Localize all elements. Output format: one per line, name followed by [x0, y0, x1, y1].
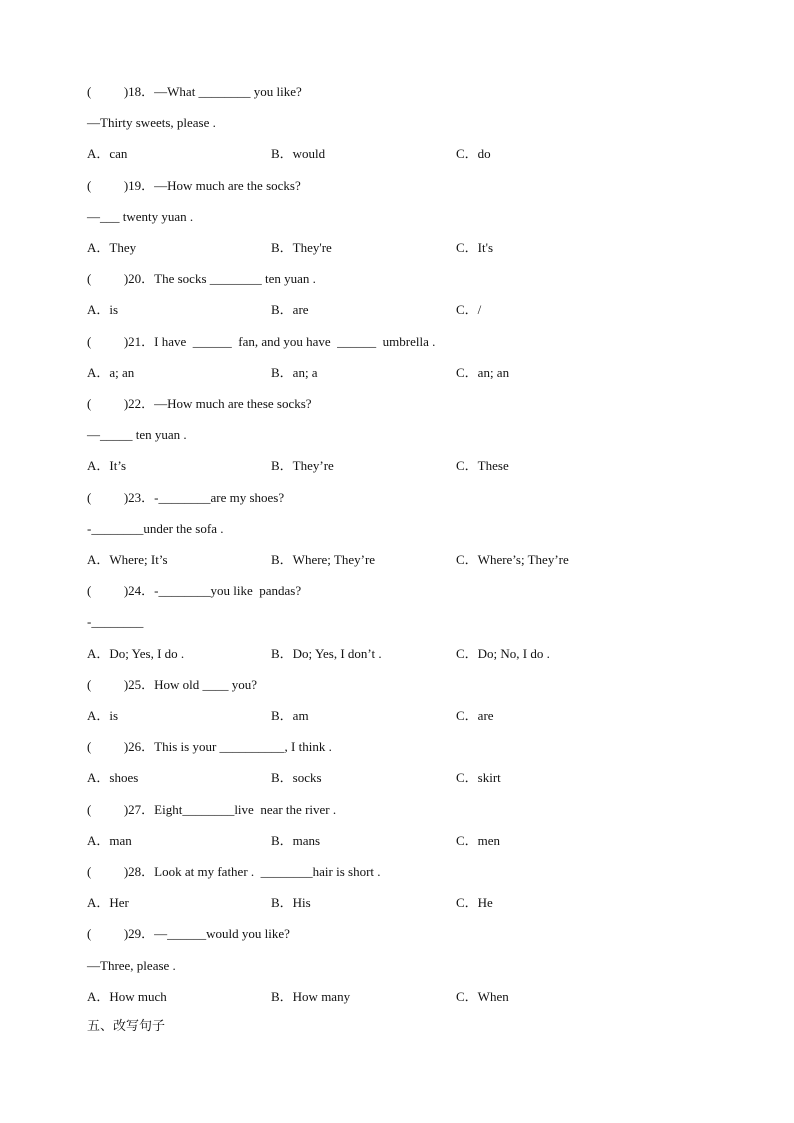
option-a: A．Do; Yes, I do . [87, 645, 185, 661]
option-c: C．He [456, 895, 493, 911]
question-stem: ( )19．—How much are the socks? [87, 177, 301, 193]
option-c: C．/ [456, 302, 482, 318]
options-row [0, 363, 794, 383]
options-row [0, 706, 794, 726]
section-heading: 五、改写句子 [87, 1019, 166, 1034]
option-a: A．can [87, 146, 128, 162]
option-a: A．It’s [87, 458, 127, 474]
option-b: B．are [271, 302, 309, 318]
option-b: B．They're [271, 240, 332, 255]
option-c: C．Do; No, I do . [456, 645, 550, 661]
options-row [0, 831, 794, 851]
answer-line: —___ twenty yuan . [87, 208, 194, 224]
options-row [0, 987, 794, 1007]
option-c: C．skirt [456, 770, 501, 786]
option-a: A．is [87, 708, 119, 723]
answer-line: —Thirty sweets, please . [87, 115, 216, 131]
option-c: C．an; an [456, 364, 510, 380]
option-a: A．a; an [87, 364, 135, 380]
question-stem: ( )18．—What ________ you like? [87, 84, 302, 99]
question-stem: ( )20．The socks ________ ten yuan . [87, 271, 316, 287]
question-stem: ( )24．-________you like pandas? [87, 583, 302, 599]
option-b: B．Do; Yes, I don’t . [271, 645, 382, 661]
option-b: B．an; a [271, 364, 318, 380]
question-stem: ( )27．Eight________live near the river . [87, 801, 337, 817]
option-c: C．do [456, 146, 491, 162]
options-row [0, 644, 794, 664]
question-stem: ( )28．Look at my father . ________hair is short . [87, 864, 381, 879]
options-row [0, 144, 794, 164]
options-row [0, 238, 794, 258]
option-c: C．It's [456, 240, 494, 255]
option-b: B．am [271, 708, 309, 723]
option-b: B．They’re [271, 458, 334, 474]
option-c: C．These [456, 458, 509, 474]
question-stem: ( )29．—______would you like? [87, 926, 290, 942]
answer-line: —Three, please . [87, 957, 176, 973]
option-a: A．shoes [87, 770, 139, 786]
options-row [0, 768, 794, 788]
option-a: A．How much [87, 988, 167, 1004]
option-b: B．mans [271, 832, 321, 848]
option-b: B．How many [271, 988, 351, 1004]
option-b: B．socks [271, 770, 322, 786]
option-a: A．Where; It’s [87, 552, 168, 567]
answer-line: -________ [87, 614, 144, 630]
options-row [0, 550, 794, 570]
option-b: B．His [271, 895, 311, 911]
option-c: C．men [456, 832, 501, 848]
question-stem: ( )21．I have ______ fan, and you have ______ umbrella . [87, 333, 436, 349]
option-b: B．Where; They’re [271, 552, 376, 567]
option-a: A．They [87, 240, 137, 255]
option-a: A．man [87, 832, 132, 848]
options-row [0, 456, 794, 476]
options-row [0, 300, 794, 320]
question-stem: ( )25．How old ____ you? [87, 676, 258, 692]
option-c: C．Where’s; They’re [456, 552, 569, 567]
option-c: C．are [456, 708, 494, 723]
answer-line: —_____ ten yuan . [87, 427, 187, 443]
question-stem: ( )26．This is your __________, I think . [87, 739, 332, 755]
question-stem: ( )23．-________are my shoes? [87, 489, 285, 505]
options-row [0, 893, 794, 913]
option-b: B．would [271, 146, 326, 162]
question-stem: ( )22．—How much are these socks? [87, 396, 312, 411]
option-a: A．is [87, 302, 119, 318]
option-c: C．When [456, 988, 509, 1004]
option-a: A．Her [87, 895, 129, 911]
answer-line: -________under the sofa . [87, 520, 224, 536]
